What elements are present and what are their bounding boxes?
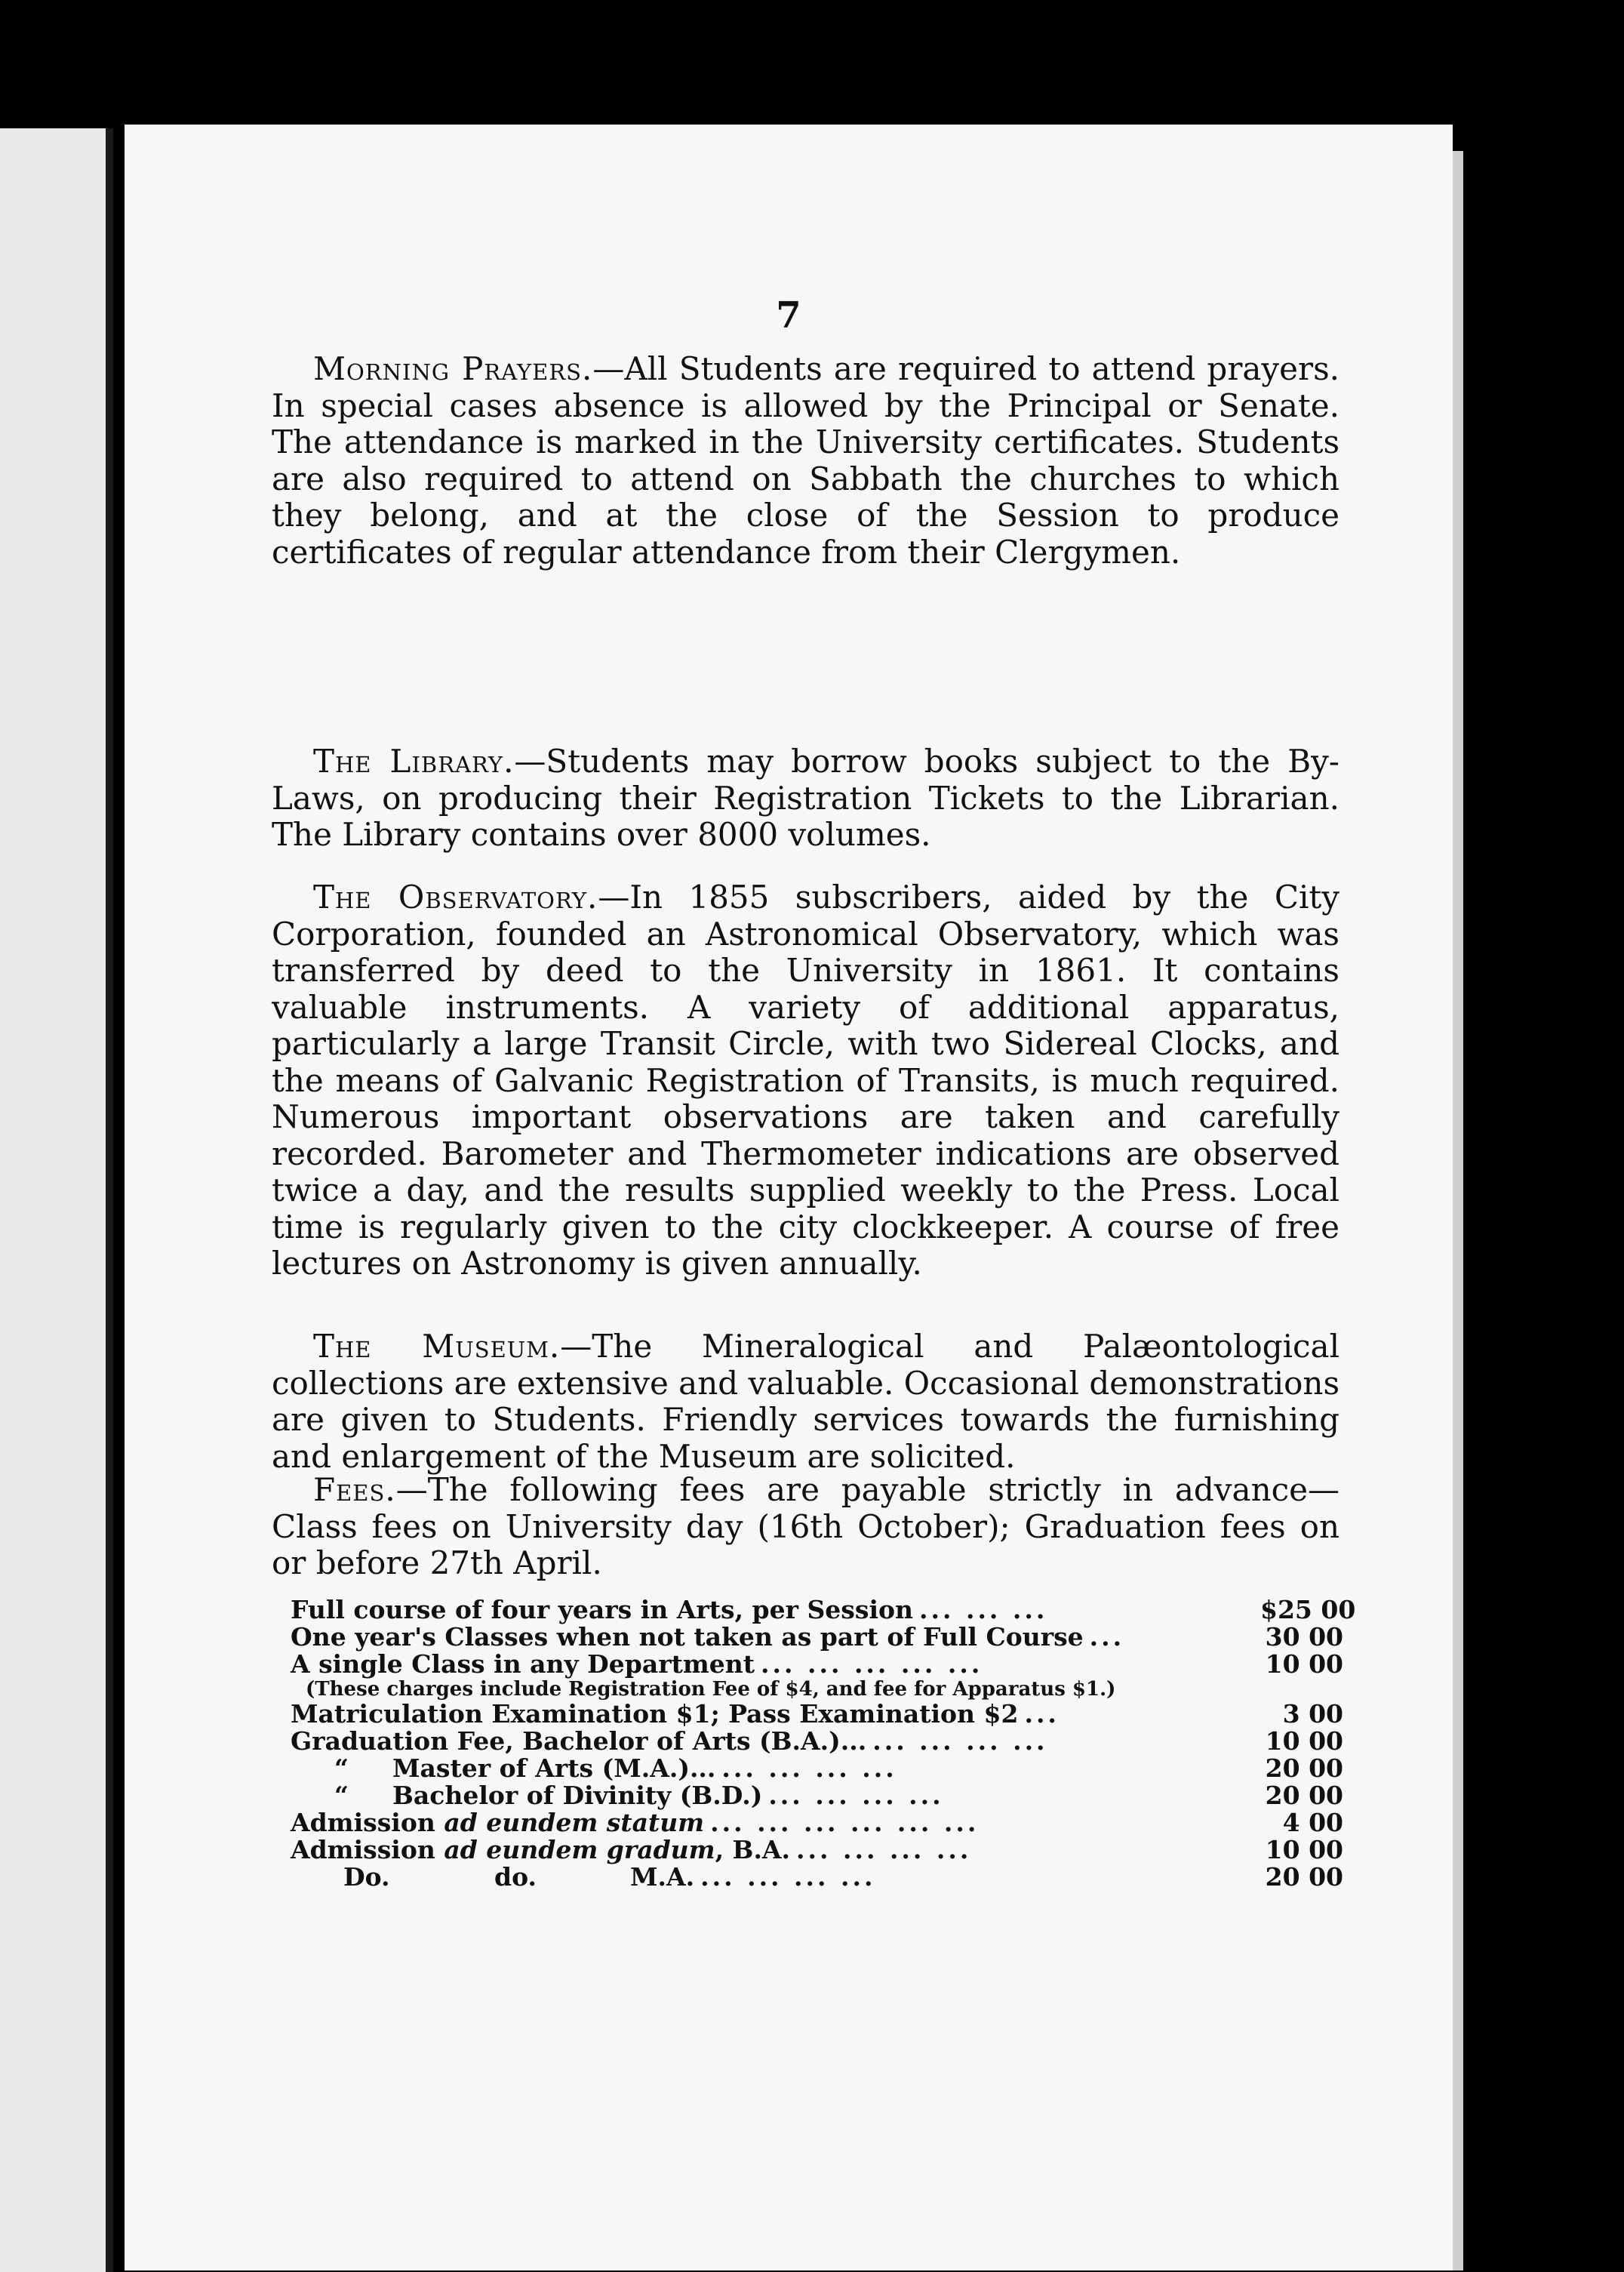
fee-note: (These charges include Registration Fee of $4, and fee for Apparatus $1.): [306, 1678, 1116, 1701]
paragraph-fees: [272, 1472, 1339, 1582]
text-observatory: —In 1855 subscribers, aided by the City Corporation, founded an Astronomical Observatory, which was transferred by deed to the University in 1861. It contains valuable instruments. A variety of additional apparatus, particularly a large Transit Circle, with two Sidereal Clocks, and the means of Galvanic Registration of Transits, is much required. Numerous important observations are taken and carefully recorded. Barometer and Thermometer indications are observed twice a day, and the results supplied weekly to the Press. Local time is regularly given to the city clockkeeper. A course of free lectures on Astronomy is given annually.: [272, 879, 1339, 1282]
fee-amount: 20 00: [1265, 1862, 1343, 1892]
fee-row-admission-gradum: Admission ad eundem gradum, B.A. ... ... ... ... 10 00: [291, 1835, 1343, 1864]
paragraph-library: [272, 743, 1339, 854]
fees-table: [291, 1595, 1356, 1892]
fee-amount: $25 00: [1260, 1595, 1356, 1624]
fee-amount: 3 00: [1282, 1699, 1343, 1729]
page-right-edge: [1453, 151, 1463, 2270]
document-page: [125, 125, 1453, 2270]
fee-row-admission-statum: Admission ad eundem statum ... ... ... ... ... ... 4 00: [291, 1808, 1343, 1837]
paragraph-observatory: [272, 879, 1339, 1282]
fee-amount: 20 00: [1265, 1781, 1343, 1810]
fee-row-divinity-bd: “ Bachelor of Divinity (B.D.) ... ... ... ... 20 00: [291, 1782, 1343, 1809]
fee-amount: 20 00: [1265, 1753, 1343, 1783]
paragraph-museum: [272, 1328, 1339, 1475]
ditto-mark: “: [334, 1753, 349, 1783]
text-morning-prayers: —All Students are required to attend prayers. In special cases absence is allowed by the Principal or Senate. The attendance is marked in the University certificates. Students are also required to attend on Sabbath the churches to which they belong, and at the close of the Session to produce certificates of regular attendance from their Clergymen.: [272, 350, 1339, 571]
left-page-edge: [0, 128, 113, 2272]
fee-amount: 4 00: [1282, 1808, 1343, 1837]
fee-amount: 10 00: [1265, 1726, 1343, 1756]
fee-row-do-ma: Do. do. M.A. ... ... ... ... 20 00: [343, 1862, 1343, 1892]
heading-observatory: The Observatory.: [313, 879, 598, 916]
text-library: —Students may borrow books subject to the By-Laws, on producing their Registration Tickets to the Librarian. The Library contains over 8000 volumes.: [272, 743, 1339, 853]
fee-amount: 10 00: [1265, 1649, 1343, 1679]
fee-amount: 10 00: [1265, 1835, 1343, 1864]
fee-row-single-class: A single Class in any Department ... ... ... ... ... 10 00: [291, 1649, 1343, 1679]
binding-shadow: [106, 128, 113, 2272]
fee-row-full-course: Full course of four years in Arts, per Session ... ... ... $25 00: [291, 1595, 1356, 1624]
fee-amount: 30 00: [1265, 1622, 1343, 1652]
text-fees: —The following fees are payable strictly in advance—Class fees on University day (16th October); Graduation fees on or before 27th April.: [272, 1471, 1339, 1581]
fee-row-matriculation: Matriculation Examination $1; Pass Examination $2 ... 3 00: [291, 1699, 1343, 1729]
heading-morning-prayers: Morning Prayers.: [313, 350, 593, 387]
paragraph-morning-prayers: [272, 351, 1339, 571]
fee-row-master-ma: “ Master of Arts (M.A.)... ... ... ... ... 20 00: [291, 1755, 1343, 1782]
fee-row-one-year: One year's Classes when not taken as part of Full Course ... 30 00: [291, 1622, 1343, 1652]
page-number: 7: [776, 294, 801, 337]
heading-library: The Library.: [313, 743, 515, 780]
heading-museum: The Museum.: [313, 1328, 561, 1365]
text-museum: —The Mineralogical and Palæontological collections are extensive and valuable. Occasional demonstrations are given to Students. Friendly services towards the furnishing and enlargement of the Museum are solicited.: [272, 1328, 1340, 1475]
ditto-mark: “: [334, 1781, 349, 1810]
fee-row-graduation-ba: Graduation Fee, Bachelor of Arts (B.A.)... ... ... ... ... 10 00: [291, 1726, 1343, 1756]
heading-fees: Fees.: [313, 1471, 396, 1508]
